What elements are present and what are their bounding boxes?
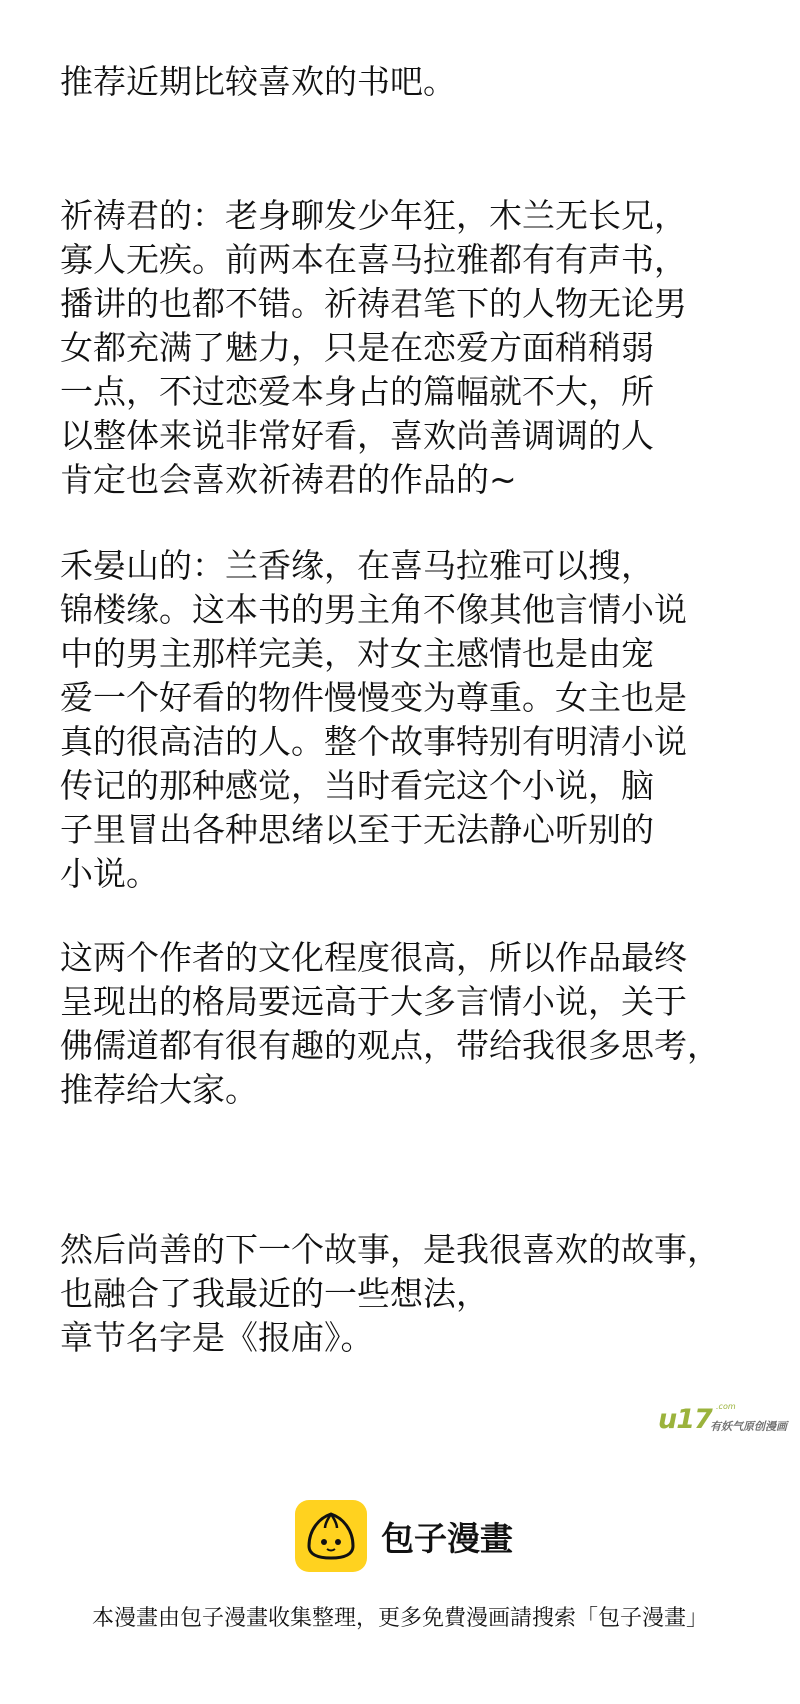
footer-notice: 本漫畫由包子漫畫收集整理，更多免費漫画請搜索「包子漫畫」 xyxy=(91,1606,708,1631)
paragraph-line: 女都充满了魅力，只是在恋爱方面稍稍弱 xyxy=(60,328,654,367)
paragraph-line: 呈现出的格局要远高于大多言情小说，关于 xyxy=(60,982,687,1021)
paragraph-line: 寡人无疾。前两本在喜马拉雅都有有声书， xyxy=(60,240,687,279)
paragraph-line: 爱一个好看的物件慢慢变为尊重。女主也是 xyxy=(60,678,687,717)
paragraph-line: 子里冒出各种思绪以至于无法静心听别的 xyxy=(60,810,654,849)
paragraph-line: 中的男主那样完美，对女主感情也是由宠 xyxy=(60,634,654,673)
paragraph-line: 章节名字是《报庙》。 xyxy=(60,1318,374,1357)
paragraph-line: 祈祷君的：老身聊发少年狂，木兰无长兄， xyxy=(60,196,687,235)
brand-logo xyxy=(295,1500,513,1572)
paragraph-line: 然后尚善的下一个故事，是我很喜欢的故事， xyxy=(60,1230,720,1269)
paragraph-line: 这两个作者的文化程度很高，所以作品最终 xyxy=(60,938,687,977)
paragraph-line: 肯定也会喜欢祈祷君的作品的~ xyxy=(60,460,517,499)
paragraph-line: 小说。 xyxy=(60,854,159,893)
paragraph-line: 一点，不过恋爱本身占的篇幅就不大，所 xyxy=(60,372,654,411)
u17-logo-text: u17 xyxy=(658,1404,712,1435)
paragraph-line: 真的很高洁的人。整个故事特别有明清小说 xyxy=(60,722,687,761)
paragraph-line: 以整体来说非常好看，喜欢尚善调调的人 xyxy=(60,416,654,455)
paragraph-line: 传记的那种感觉，当时看完这个小说，脑 xyxy=(60,766,654,805)
paragraph-line: 推荐给大家。 xyxy=(60,1070,258,1109)
brand-name: 包子漫畫 xyxy=(381,1518,513,1558)
paragraph-line: 播讲的也都不错。祈祷君笔下的人物无论男 xyxy=(60,284,687,323)
u17-logo-subtitle: 有妖气原创漫画 xyxy=(710,1420,787,1433)
u17-watermark-logo xyxy=(658,1402,798,1436)
paragraph-line: 禾晏山的：兰香缘，在喜马拉雅可以搜， xyxy=(60,546,654,585)
paragraph-line: 也融合了我最近的一些想法， xyxy=(60,1274,489,1313)
steamed-bun-icon-graphic xyxy=(295,1500,367,1572)
paragraph-line: 佛儒道都有很有趣的观点，带给我很多思考， xyxy=(60,1026,720,1065)
steamed-bun-icon xyxy=(295,1500,367,1572)
intro-line: 推荐近期比较喜欢的书吧。 xyxy=(60,62,456,101)
paragraph-line: 锦楼缘。这本书的男主角不像其他言情小说 xyxy=(60,590,687,629)
u17-logo-domain: .com xyxy=(716,1402,736,1411)
